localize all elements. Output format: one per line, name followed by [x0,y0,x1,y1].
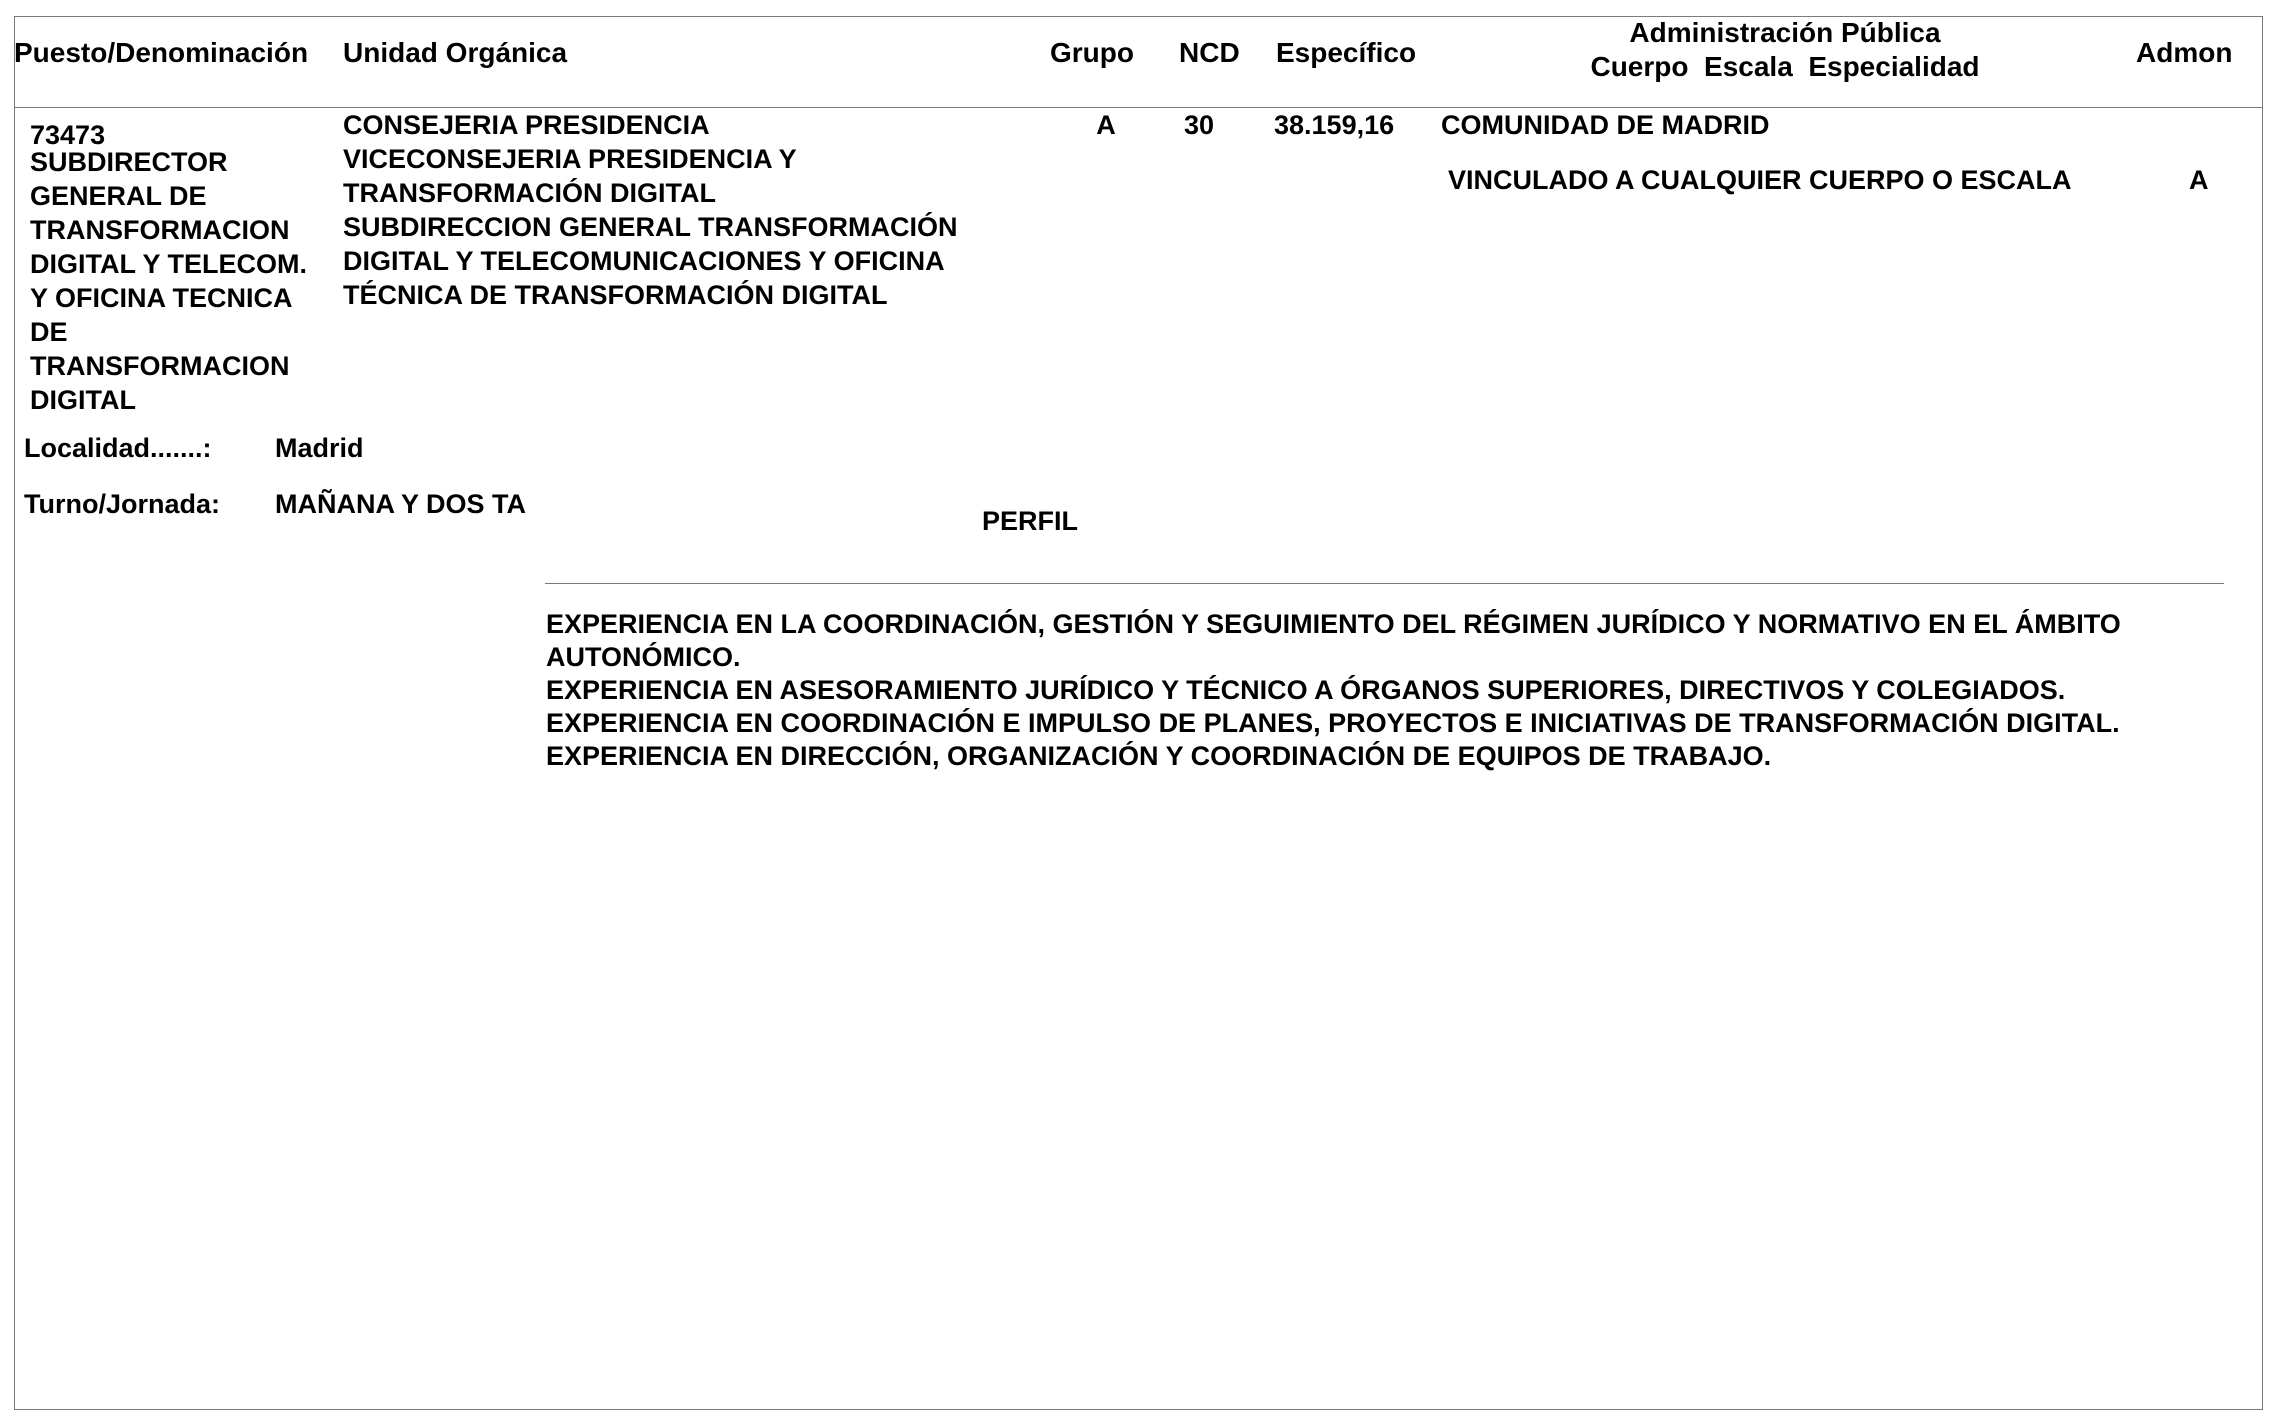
header-admin-publica: Administración Pública [1629,17,1941,48]
unidad-organica: CONSEJERIA PRESIDENCIA VICECONSEJERIA PRESIDENCIA Y TRANSFORMACIÓN DIGITAL SUBDIRECCION GENERAL TRANSFORMACIÓN DIGITAL Y TELECOMUNICACIONES Y OFICINA TÉCNICA DE TRANSFORMACIÓN DIGITAL [343,110,958,310]
turno-value: MAÑANA Y DOS TA [275,489,527,519]
perfil-title: PERFIL [982,506,1079,536]
ncd-value: 30 [1183,110,1215,140]
header-admon: Admon [2136,37,2233,68]
puesto-denominacion: SUBDIRECTOR GENERAL DE TRANSFORMACION DIGITAL Y TELECOM. Y OFICINA TECNICA DE TRANSFORMACION DIGITAL [30,147,308,415]
perfil-divider [545,583,2224,584]
turno-label: Turno/Jornada: [24,489,221,519]
header-cuerpo-escala: Cuerpo Escala Especialidad [1590,51,1980,82]
header-puesto: Puesto/Denominación [14,37,309,68]
header-grupo: Grupo [1050,37,1134,68]
puesto-code: 73473 [30,120,106,150]
admon-value: A [2189,165,2209,195]
header-ncd: NCD [1179,37,1240,68]
especifico-value: 38.159,16 [1274,110,1395,140]
perfil-text: EXPERIENCIA EN LA COORDINACIÓN, GESTIÓN Y SEGUIMIENTO DEL RÉGIMEN JURÍDICO Y NORMATIVO EN EL ÁMBITO AUTONÓMICO. EXPERIENCIA EN ASESORAMIENTO JURÍDICO Y TÉCNICO A ÓRGANOS SUPERIORES, DIRECTIVOS Y COLEGIADOS. EXPERIENCIA EN COORDINACIÓN E IMPULSO DE PLANES, PROYECTOS E INICIATIVAS DE TRANSFORMACIÓN DIGITAL. EXPERIENCIA EN DIRECCIÓN, ORGANIZACIÓN Y COORDINACIÓN DE EQUIPOS DE TRABAJO. [546,609,2121,771]
localidad-value: Madrid [275,433,364,463]
administracion-value: COMUNIDAD DE MADRID [1441,110,1770,140]
cuerpo-escala-value: VINCULADO A CUALQUIER CUERPO O ESCALA [1448,165,2072,195]
header-especifico: Específico [1276,37,1417,68]
header-unidad: Unidad Orgánica [343,37,568,68]
localidad-label: Localidad.......: [24,433,212,463]
grupo-value: A [1096,110,1116,140]
